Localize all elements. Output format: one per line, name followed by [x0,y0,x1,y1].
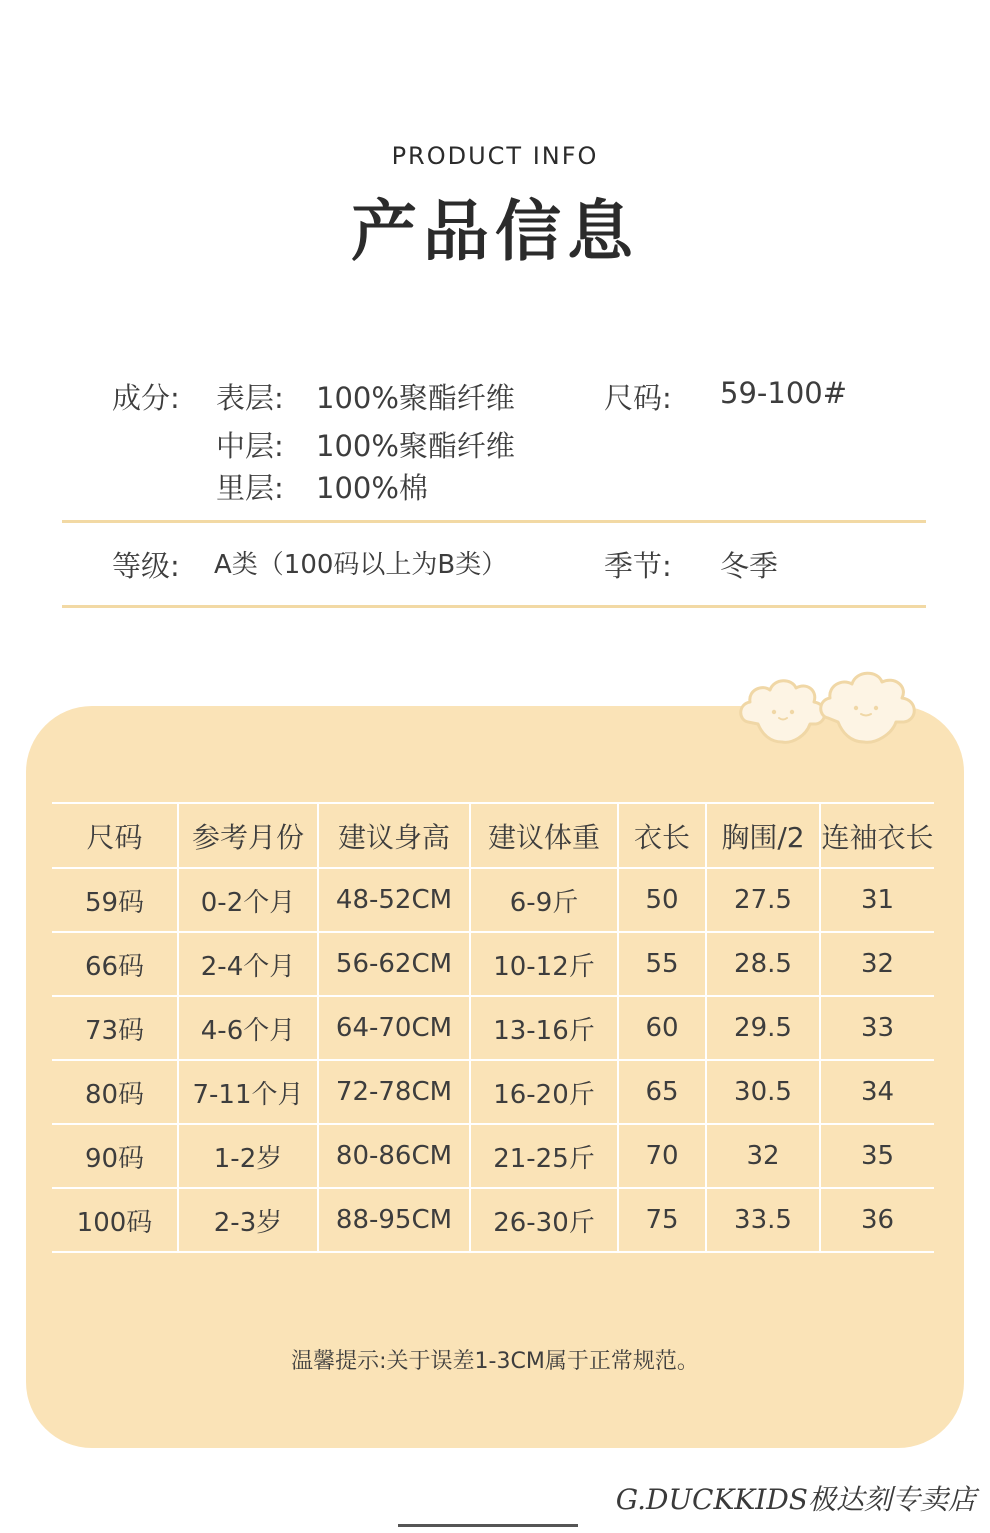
composition-label: 成分: [112,381,180,415]
table-cell: 55 [618,932,706,996]
table-cell: 13-16斤 [470,996,618,1060]
table-row [52,1188,934,1252]
layer-outer-label: 表层: [216,381,284,415]
table-header-row [52,803,934,868]
table-cell: 33 [820,996,934,1060]
store-watermark: G.DUCKKIDS极达刻专卖店 [615,1483,976,1516]
layer-outer-value: 100%聚酯纤维 [316,381,515,415]
table-cell: 27.5 [706,868,820,932]
table-cell: 31 [820,868,934,932]
table-cell: 29.5 [706,996,820,1060]
table-cell: 56-62CM [318,932,470,996]
table-cell: 1-2岁 [178,1124,318,1188]
table-cell: 64-70CM [318,996,470,1060]
table-cell: 2-4个月 [178,932,318,996]
table-cell: 75 [618,1188,706,1252]
page-title: 产品信息 [351,193,639,270]
table-cell: 66码 [52,932,178,996]
table-cell: 35 [820,1124,934,1188]
table-row [52,868,934,932]
grade-label: 等级: [112,549,180,583]
size-value: 59-100# [720,376,848,410]
column-header: 参考月份 [178,803,318,868]
layer-middle-value: 100%聚酯纤维 [316,429,515,463]
table-cell: 59码 [52,868,178,932]
table-cell: 36 [820,1188,934,1252]
table-cell: 16-20斤 [470,1060,618,1124]
table-cell: 10-12斤 [470,932,618,996]
column-header: 尺码 [52,803,178,868]
divider-bottom [62,605,926,608]
table-cell: 60 [618,996,706,1060]
table-cell: 80码 [52,1060,178,1124]
table-cell: 4-6个月 [178,996,318,1060]
column-header: 衣长 [618,803,706,868]
table-cell: 73码 [52,996,178,1060]
table-cell: 80-86CM [318,1124,470,1188]
table-cell: 26-30斤 [470,1188,618,1252]
table-cell: 88-95CM [318,1188,470,1252]
column-header: 胸围/2 [706,803,820,868]
cloud-mascots-icon [736,660,926,752]
table-cell: 100码 [52,1188,178,1252]
table-cell: 72-78CM [318,1060,470,1124]
table-cell: 6-9斤 [470,868,618,932]
table-cell: 30.5 [706,1060,820,1124]
table-cell: 34 [820,1060,934,1124]
column-header: 建议体重 [470,803,618,868]
table-cell: 7-11个月 [178,1060,318,1124]
table-cell: 32 [820,932,934,996]
table-cell: 2-3岁 [178,1188,318,1252]
column-header: 连袖衣长 [820,803,934,868]
table-cell: 50 [618,868,706,932]
layer-inner-label: 里层: [216,471,284,505]
size-label: 尺码: [604,381,672,415]
table-cell: 33.5 [706,1188,820,1252]
table-cell: 70 [618,1124,706,1188]
table-cell: 21-25斤 [470,1124,618,1188]
season-label: 季节: [604,549,672,583]
table-row [52,932,934,996]
table-cell: 48-52CM [318,868,470,932]
table-row [52,996,934,1060]
table-cell: 32 [706,1124,820,1188]
grade-value: A类（100码以上为B类） [214,550,508,580]
table-cell: 28.5 [706,932,820,996]
table-row [52,1124,934,1188]
layer-inner-value: 100%棉 [316,471,428,505]
season-value: 冬季 [720,549,779,583]
cut-off-heading [398,1520,578,1533]
table-cell: 65 [618,1060,706,1124]
table-cell: 90码 [52,1124,178,1188]
tolerance-tip: 温馨提示:关于误差1-3CM属于正常规范。 [291,1349,699,1374]
layer-middle-label: 中层: [216,429,284,463]
table-row [52,1060,934,1124]
page-subtitle: PRODUCT INFO [391,142,599,170]
divider-top [62,520,926,523]
table-cell: 0-2个月 [178,868,318,932]
column-header: 建议身高 [318,803,470,868]
size-table [52,802,934,1253]
